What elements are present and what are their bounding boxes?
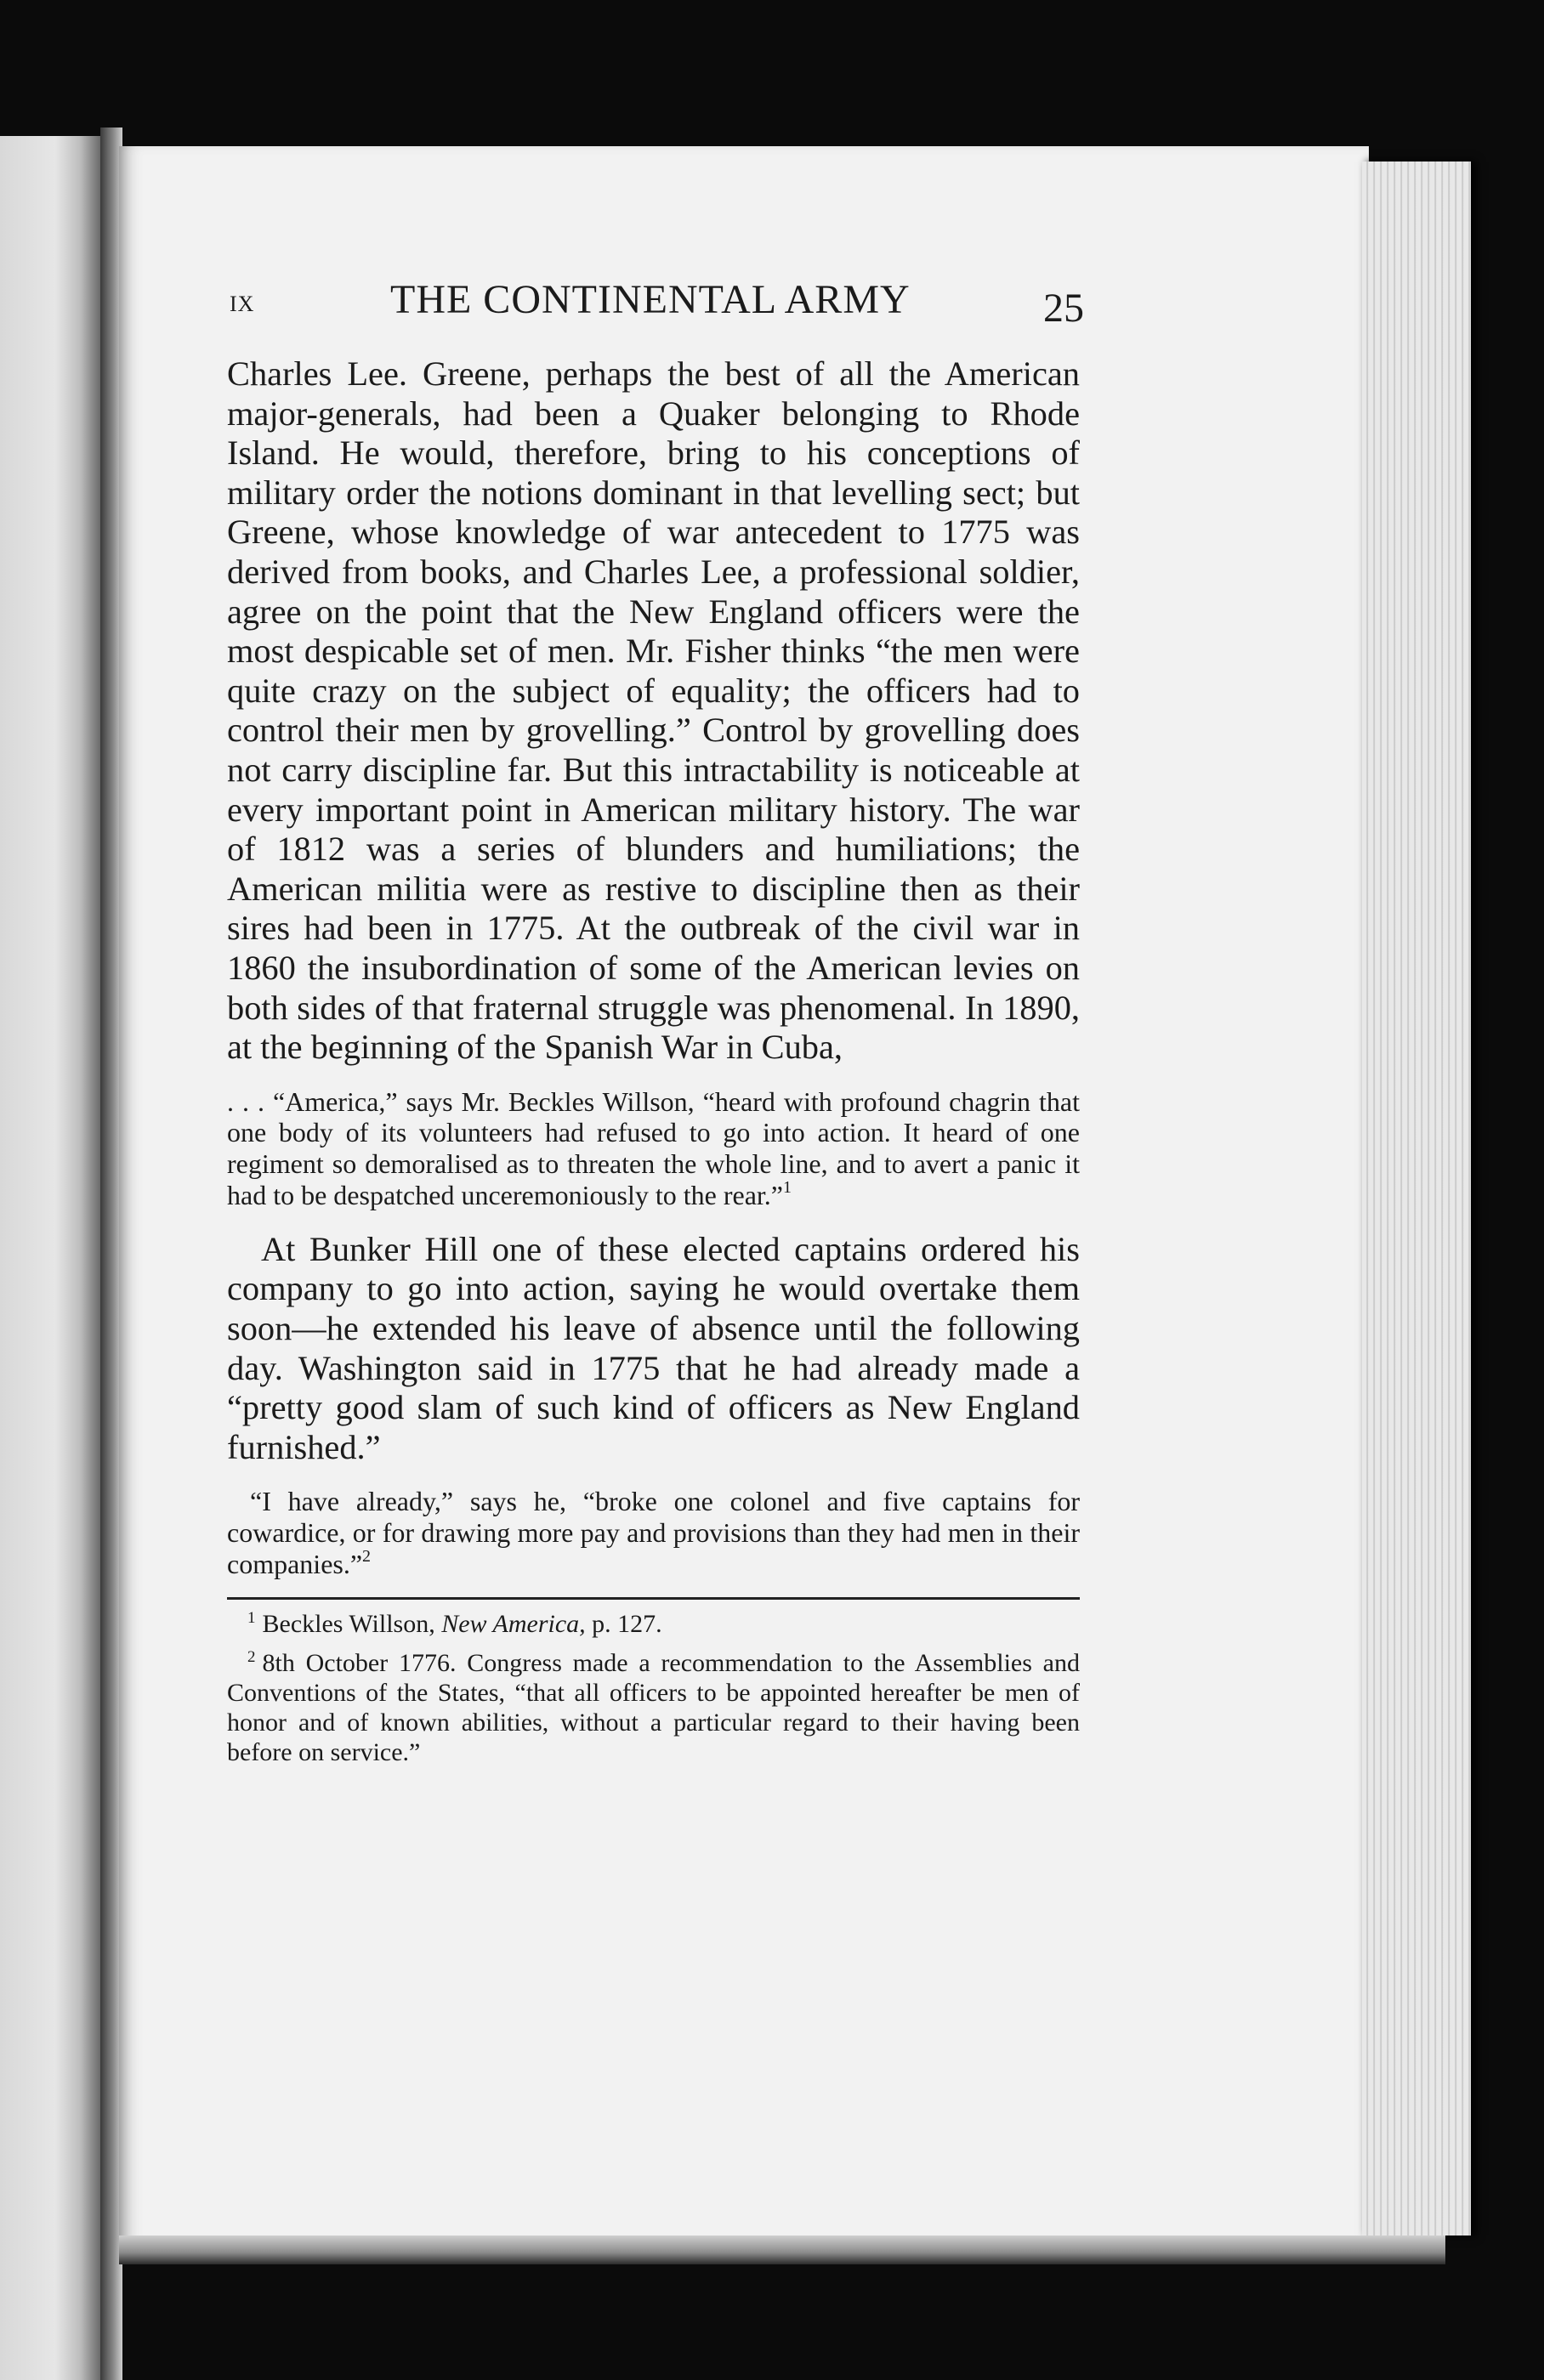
body-paragraph-2: At Bunker Hill one of these elected captains ordered his company to go into action, saying he would overtake them soon—he extended his leave of absence until the following day. Washington said in 1775 that he had already made a “pretty good slam of such kind of officers as New England furnished.” xyxy=(227,1229,1080,1466)
block-quote-2 xyxy=(227,1486,1080,1579)
body-paragraph-1: Charles Lee. Greene, perhaps the best of all the American major-generals, had been a Quaker belonging to Rhode Island. He would, therefore, bring to his conceptions of military order the notions dominant in that levelling sect; but Greene, whose knowledge of war antecedent to 1775 was derived from books, and Charles Lee, a professional soldier, agree on the point that the New England officers were the most despicable set of men. Mr. Fisher thinks “the men were quite crazy on the subject of equality; the officers had to control their men by grovelling.” Control by grovelling does not carry discipline far. But this intractability is noticeable at every important point in American military history. The war of 1812 was a series of blunders and humiliations; the American militia were as restive to discipline then as their sires had been in 1775. At the outbreak of the civil war in 1860 the insubordination of some of the American levies on both sides of that fraternal struggle was phenomenal. In 1890, at the beginning of the Spanish War in Cuba, xyxy=(227,354,1080,1067)
running-header xyxy=(227,276,1084,343)
footnote-ref-2: 2 xyxy=(362,1547,372,1567)
running-title: THE CONTINENTAL ARMY xyxy=(390,277,911,322)
footnote-2-text: 8th October 1776. Congress made a recommendation to the Assemblies and Conventions of the States, “that all officers to be appointed hereafter be men of honor and of known abilities, without a particular regard to their having been before on service.” xyxy=(227,1648,1080,1766)
block-quote-2-text: “I have already,” says he, “broke one colonel and five captains for cowardice, or for drawing more pay and provisions than they had men in their companies.” xyxy=(227,1486,1080,1580)
footnote-2 xyxy=(227,1642,1080,1767)
footnote-1-title: New America, xyxy=(441,1609,586,1638)
chapter-number: IX xyxy=(230,292,255,316)
block-quote-1 xyxy=(227,1086,1080,1211)
facing-page-edge xyxy=(0,136,100,2380)
footnote-rule xyxy=(227,1597,1080,1600)
page-stack-edges xyxy=(1362,162,1471,2236)
footnote-1-page: p. 127. xyxy=(592,1609,662,1638)
page-bottom-edge xyxy=(119,2236,1445,2264)
footnote-1-mark: 1 xyxy=(247,1608,256,1627)
footnote-1-author: Beckles Willson, xyxy=(262,1609,435,1638)
block-quote-1-text: . . . “America,” says Mr. Beckles Willson, “heard with profound chagrin that one body of its volunteers had refused to go into action. It heard of one regiment so demoralised as to threaten the whole line, and to avert a panic it had to be despatched unceremoniously to the rear.” xyxy=(227,1085,1080,1211)
footnote-ref-1: 1 xyxy=(782,1178,792,1198)
page-number: 25 xyxy=(1043,286,1084,331)
footnote-2-mark: 2 xyxy=(247,1647,256,1666)
page-content xyxy=(227,276,1084,1767)
footnote-1 xyxy=(227,1603,1080,1639)
